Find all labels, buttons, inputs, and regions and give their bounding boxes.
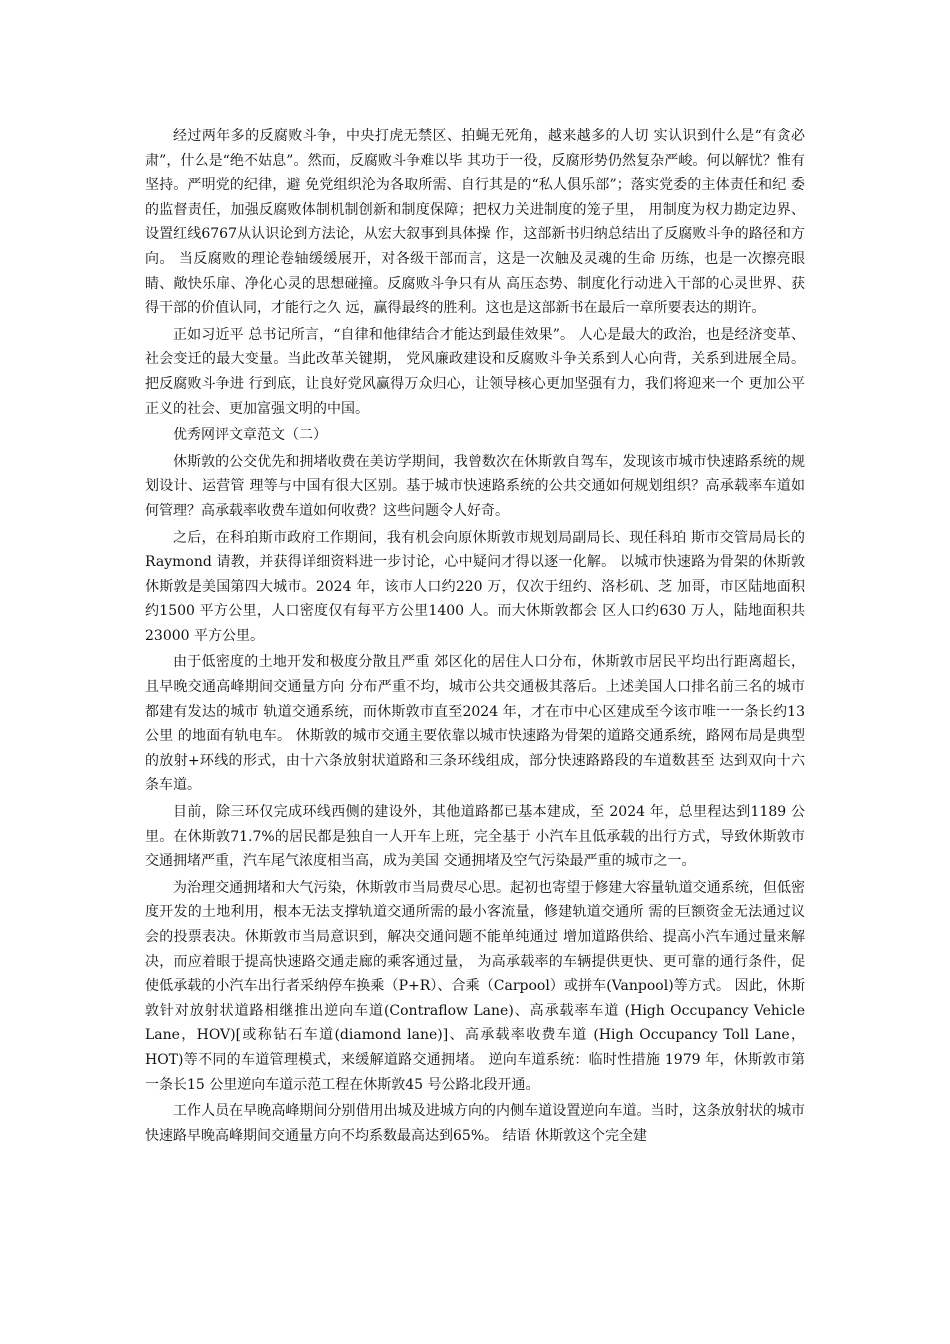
- section-heading: 优秀网评文章范文（二）: [173, 427, 327, 444]
- paragraph-5: 由于低密度的土地开发和极度分散且严重 郊区化的居住人口分布，休斯敦市居民平均出行距离超长，且早晚交通高峰期间交通量方向 分布严重不均，城市公共交通极其落后。上述美国人口排名前三名的城市都建有发达的城市 轨道交通系统，而休斯敦市直至2024 年，才在市中心区建成至今该市唯一一条长约13 公里 的地面有轨电车。 休斯敦的城市交通主要依靠以城市快速路为骨架的道路交通系统，路网布局是典型 的放射+环线的形式，由十六条放射状道路和三条环线组成，部分快速路路段的车道数甚至 达到双向十六条车道。: [145, 654, 805, 794]
- paragraph-4: 之后，在科珀斯市政府工作期间，我有机会向原休斯敦市规划局副局长、现任科珀 斯市交管局局长的Raymond 请教，并获得详细资料进一步讨论，心中疑问才得以逐一化解。 以城市快速路为骨架的休斯敦 休斯敦是美国第四大城市。2024 年，该市人口约220 万，仅次于纽约、洛杉矶、芝 加哥，市区陆地面积约1500 平方公里，人口密度仅有每平方公里1400 人。而大休斯敦都会 区人口约630 万人，陆地面积共23000 平方公里。: [145, 529, 805, 644]
- paragraph-3: 休斯敦的公交优先和拥堵收费在美访学期间，我曾数次在休斯敦自驾车，发现该市城市快速路系统的规划设计、运营管 理等与中国有很大区别。基于城市快速路系统的公共交通如何规划组织？高承载率车道如何管理？高承载率收费车道如何收费？这些问题令人好奇。: [145, 453, 805, 519]
- paragraph-1: 经过两年多的反腐败斗争，中央打虎无禁区、拍蝇无死角，越来越多的人切 实认识到什么是“有贪必肃”，什么是“绝不姑息”。然而，反腐败斗争难以毕 其功于一役，反腐形势仍然复杂严峻。何以解忧？惟有坚持。严明党的纪律，避 免党组织沦为各取所需、自行其是的“私人俱乐部”；落实党委的主体责任和纪 委的监督责任，加强反腐败体制机制创新和制度保障；把权力关进制度的笼子里， 用制度为权力勘定边界、设置红线6767从认识论到方法论，从宏大叙事到具体操 作，这部新书归纳总结出了反腐败斗争的路径和方向。 当反腐败的理论卷轴缓缓展开，对各级干部而言，这是一次触及灵魂的生命 历练，也是一次擦亮眼睛、敞快乐扉、净化心灵的思想碰撞。反腐败斗争只有从 高压态势、制度化行动进入干部的心灵世界、获得干部的价值认同，才能行之久 远，赢得最终的胜利。这也是这部新书在最后一章所要表达的期许。: [145, 128, 805, 317]
- paragraph-8: 工作人员在早晚高峰期间分别借用出城及进城方向的内侧车道设置逆向车道。当时，这条放射状的城市快速路早晚高峰期间交通量方向不均系数最高达到65%。 结语 休斯敦这个完全建: [145, 1103, 805, 1144]
- paragraph-7: 为治理交通拥堵和大气污染，休斯敦市当局费尽心思。起初也寄望于修建大容量轨道交通系统，但低密度开发的土地利用，根本无法支撑轨道交通所需的最小客流量，修建轨道交通所 需的巨额资金无法通过议会的投票表决。休斯敦市当局意识到，解决交通问题不能单纯通过 增加道路供给、提高小汽车通过量来解决，而应着眼于提高快速路交通走廊的乘客通过量， 为高承载率的车辆提供更快、更可靠的通行条件，促使低承载的小汽车出行者采纳停车换乘（P+R）、合乘（Carpool）或拼车(Vanpool)等方式。 因此，休斯敦针对放射状道路相继推出逆向车道(Contraflow Lane)、高承载率车道 (High Occupancy Vehicle Lane，HOV)[或称钻石车道(diamond lane)]、高承载率收费车道 (High Occupancy Toll Lane，HOT)等不同的车道管理模式，来缓解道路交通拥堵。 逆向车道系统：临时性措施 1979 年，休斯敦市第一条长15 公里逆向车道示范工程在休斯敦45 号公路北段开通。: [145, 879, 805, 1093]
- paragraph-6: 目前，除三环仅完成环线西侧的建设外，其他道路都已基本建成，至 2024 年，总里程达到1189 公里。在休斯敦71.7%的居民都是独自一人开车上班，完全基于 小汽车且低承载的出行方式，导致休斯敦市交通拥堵严重，汽车尾气浓度相当高，成为美国 交通拥堵及空气污染最严重的城市之一。: [145, 804, 805, 870]
- document-body: [145, 124, 805, 1150]
- paragraph-2: 正如习近平 总书记所言，“自律和他律结合才能达到最佳效果”。 人心是最大的政治，也是经济变革、社会变迁的最大变量。当此改革关键期， 党风廉政建设和反腐败斗争关系到人心向背，关系到进展全局。把反腐败斗争进 行到底，让良好党风赢得万众归心，让领导核心更加坚强有力，我们将迎来一个 更加公平正义的社会、更加富强文明的中国。: [145, 326, 805, 417]
